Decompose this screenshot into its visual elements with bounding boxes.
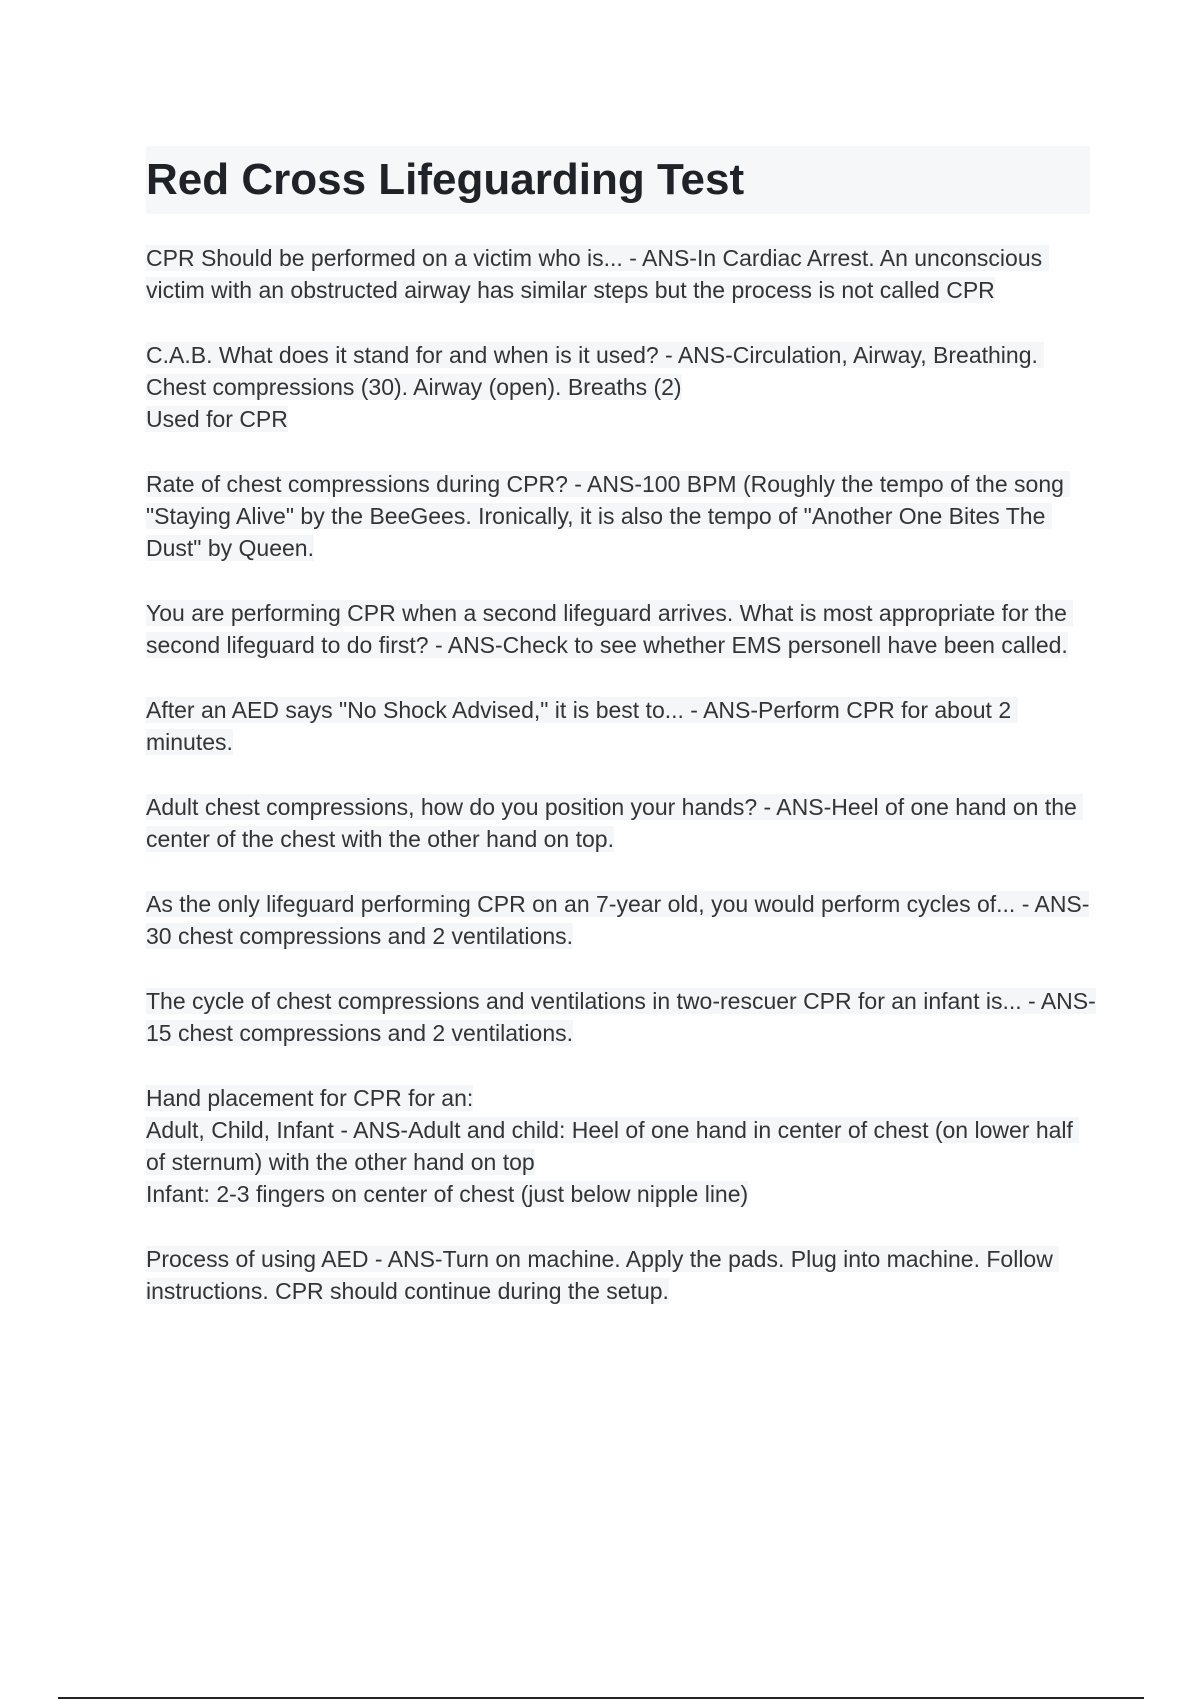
qa-entry-text: Process of using AED - ANS-Turn on machine. Apply the pads. Plug into machine. Follow instructions. CPR should continue during the setup. xyxy=(146,1246,1060,1304)
title-banner xyxy=(146,146,1090,214)
qa-entry-text: Rate of chest compressions during CPR? - ANS-100 BPM (Roughly the tempo of the song "Staying Alive" by the BeeGees. Ironically, it is also the tempo of "Another One Bites The Dust" by Queen. xyxy=(146,471,1071,561)
qa-list xyxy=(146,242,1096,1340)
qa-entry-text: C.A.B. What does it stand for and when is it used? - ANS-Circulation, Airway, Breathing. Chest compressions (30). Airway (open). Breaths (2) Used for CPR xyxy=(146,342,1044,432)
qa-entry xyxy=(146,888,1096,952)
qa-entry xyxy=(146,597,1096,661)
qa-entry-text: You are performing CPR when a second lifeguard arrives. What is most appropriate for the second lifeguard to do first? - ANS-Check to see whether EMS personell have been called. xyxy=(146,600,1074,658)
qa-entry xyxy=(146,339,1096,435)
qa-entry xyxy=(146,1082,1096,1210)
qa-entry-text: The cycle of chest compressions and ventilations in two-rescuer CPR for an infant is... - ANS-15 chest compressions and 2 ventilations. xyxy=(146,988,1096,1046)
qa-entry xyxy=(146,1243,1096,1307)
qa-entry xyxy=(146,985,1096,1049)
qa-entry-text: As the only lifeguard performing CPR on an 7-year old, you would perform cycles of... - ANS-30 chest compressions and 2 ventilations. xyxy=(146,891,1090,949)
qa-entry-text: Hand placement for CPR for an: Adult, Child, Infant - ANS-Adult and child: Heel of one hand in center of chest (on lower half of sternum) with the other hand on top Infant: 2-3 fingers on center of chest (just below nipple line) xyxy=(146,1085,1079,1207)
qa-entry xyxy=(146,242,1096,306)
qa-entry xyxy=(146,791,1096,855)
footer-divider xyxy=(58,1697,1144,1699)
qa-entry xyxy=(146,468,1096,564)
qa-entry-text: Adult chest compressions, how do you position your hands? - ANS-Heel of one hand on the center of the chest with the other hand on top. xyxy=(146,794,1084,852)
qa-entry-text: After an AED says "No Shock Advised," it is best to... - ANS-Perform CPR for about 2 minutes. xyxy=(146,697,1018,755)
page-title: Red Cross Lifeguarding Test xyxy=(146,155,745,204)
qa-entry-text: CPR Should be performed on a victim who is... - ANS-In Cardiac Arrest. An unconscious victim with an obstructed airway has similar steps but the process is not called CPR xyxy=(146,245,1049,303)
qa-entry xyxy=(146,694,1096,758)
